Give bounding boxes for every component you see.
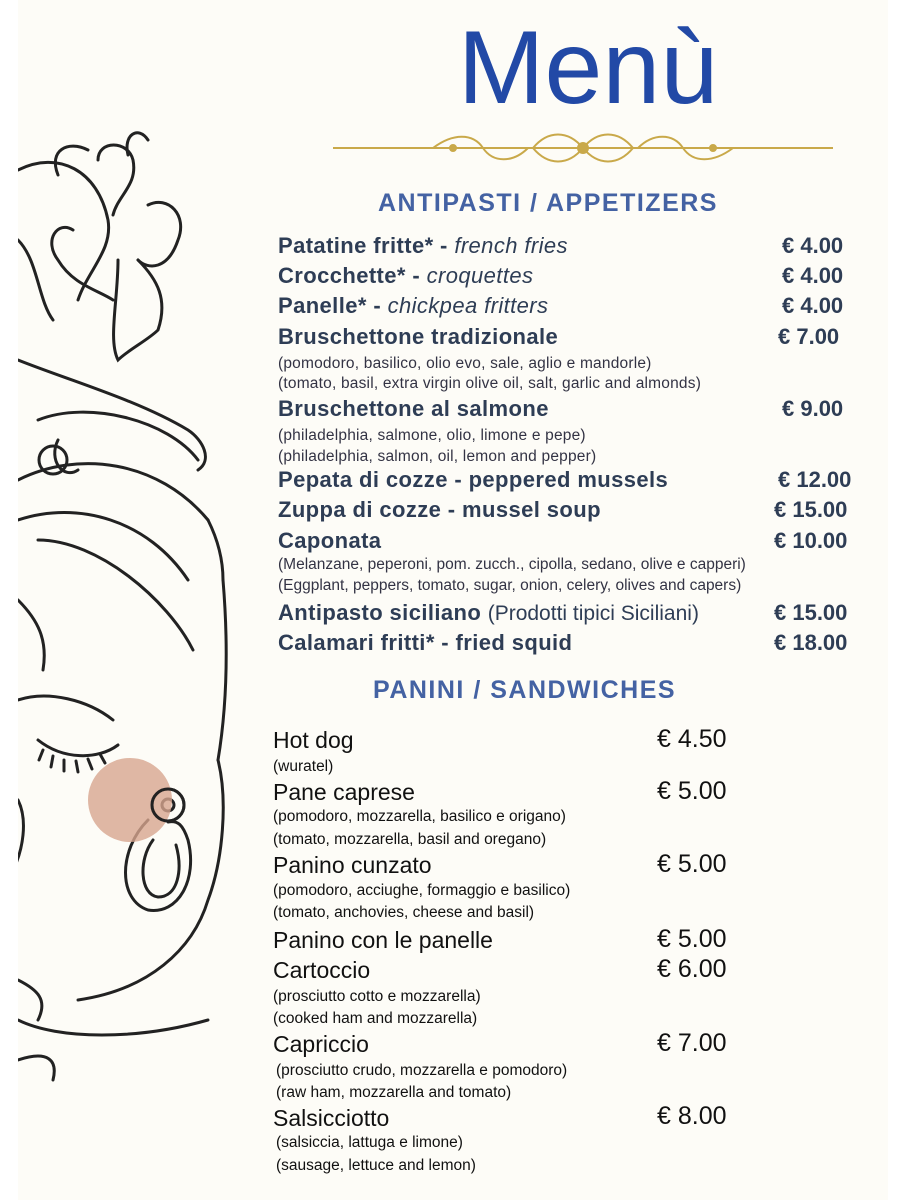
item-translation: chickpea fritters — [387, 293, 549, 318]
panino-price: € 6.00 — [657, 955, 727, 983]
panino-name: Panino con le panelle — [273, 927, 493, 953]
item-name: Bruschettone tradizionale — [278, 324, 559, 349]
item-name: Calamari fritti* - fried squid — [278, 630, 573, 655]
menu-item-caponata — [278, 528, 381, 554]
menu-item-bruschettone-salmone — [278, 396, 549, 422]
panino-name: Panino cunzato — [273, 852, 432, 878]
gold-flourish-divider — [333, 128, 833, 168]
panino-description-it: (salsiccia, lattuga e limone) — [276, 1134, 463, 1151]
item-translation: french fries — [454, 233, 568, 258]
menu-item-panelle — [278, 293, 548, 319]
item-price: € 15.00 — [774, 497, 848, 522]
menu-page — [18, 0, 888, 1200]
item-description-it: (pomodoro, basilico, olio evo, sale, aglio e mandorle) — [278, 355, 652, 372]
panino-description-en: (sausage, lettuce and lemon) — [276, 1157, 476, 1174]
item-description-en: (philadelphia, salmon, oil, lemon and pepper) — [278, 448, 597, 465]
panino-description-en: (tomato, anchovies, cheese and basil) — [273, 904, 535, 921]
menu-item-zuppa-cozze — [278, 497, 601, 523]
panino-name: Capriccio — [273, 1031, 369, 1057]
item-price: € 15.00 — [774, 600, 848, 625]
panino-name: Hot dog — [273, 727, 354, 753]
antipasti-heading: ANTIPASTI / APPETIZERS — [378, 189, 718, 217]
item-price: € 4.00 — [782, 263, 844, 288]
item-note: (Prodotti tipici Siciliani) — [487, 602, 699, 625]
item-price: € 9.00 — [782, 396, 844, 421]
item-name: Pepata di cozze - peppered mussels — [278, 467, 669, 492]
panino-description-it: (prosciutto cotto e mozzarella) — [273, 988, 481, 1005]
item-price: € 7.00 — [778, 324, 840, 349]
panino-description-it: (prosciutto crudo, mozzarella e pomodoro) — [276, 1062, 568, 1079]
panino-price: € 5.00 — [657, 777, 727, 805]
item-price: € 18.00 — [774, 630, 848, 655]
menu-title: Menù — [457, 10, 719, 126]
item-description-it: (Melanzane, peperoni, pom. zucch., cipolla, sedano, olive e capperi) — [278, 556, 746, 573]
item-translation: croquettes — [426, 263, 534, 288]
sicilian-head-illustration — [18, 0, 278, 1200]
item-name: Bruschettone al salmone — [278, 396, 549, 421]
item-description-en: (Eggplant, peppers, tomato, sugar, onion, celery, olives and capers) — [278, 577, 742, 594]
panino-description-it: (pomodoro, acciughe, formaggio e basilico) — [273, 882, 571, 899]
panino-description-it: (pomodoro, mozzarella, basilico e origano) — [273, 808, 566, 825]
menu-item-pepata-cozze — [278, 467, 668, 493]
item-name: Caponata — [278, 528, 382, 553]
menu-item-patatine — [278, 233, 568, 259]
panino-description-en: (cooked ham and mozzarella) — [273, 1010, 478, 1027]
menu-item-bruschettone-tradizionale — [278, 324, 558, 350]
item-price: € 10.00 — [774, 528, 848, 553]
panino-price: € 4.50 — [657, 725, 727, 753]
item-name: Zuppa di cozze - mussel soup — [278, 497, 601, 522]
panino-description-en: (tomato, mozzarella, basil and oregano) — [273, 831, 547, 848]
item-name: Antipasto siciliano — [278, 600, 482, 625]
item-price: € 4.00 — [782, 293, 844, 318]
panini-heading: PANINI / SANDWICHES — [373, 676, 677, 704]
item-name: Panelle* - — [278, 293, 382, 318]
menu-item-antipasto-siciliano — [278, 600, 699, 626]
item-price: € 12.00 — [778, 467, 852, 492]
menu-item-calamari — [278, 630, 572, 656]
item-description-it: (philadelphia, salmone, olio, limone e pepe) — [278, 427, 586, 444]
item-name: Crocchette* - — [278, 263, 421, 288]
panino-name: Pane caprese — [273, 779, 415, 805]
panino-price: € 7.00 — [657, 1029, 727, 1057]
panino-description: (wuratel) — [273, 758, 334, 775]
menu-item-crocchette — [278, 263, 533, 289]
item-description-en: (tomato, basil, extra virgin olive oil, salt, garlic and almonds) — [278, 375, 702, 392]
item-price: € 4.00 — [782, 233, 844, 258]
panino-name: Cartoccio — [273, 957, 371, 983]
item-name: Patatine fritte* - — [278, 233, 448, 258]
panino-name: Salsicciotto — [273, 1105, 390, 1131]
panino-description-en: (raw ham, mozzarella and tomato) — [276, 1084, 512, 1101]
panino-price: € 5.00 — [657, 925, 727, 953]
panino-price: € 8.00 — [657, 1102, 727, 1130]
panino-price: € 5.00 — [657, 850, 727, 878]
